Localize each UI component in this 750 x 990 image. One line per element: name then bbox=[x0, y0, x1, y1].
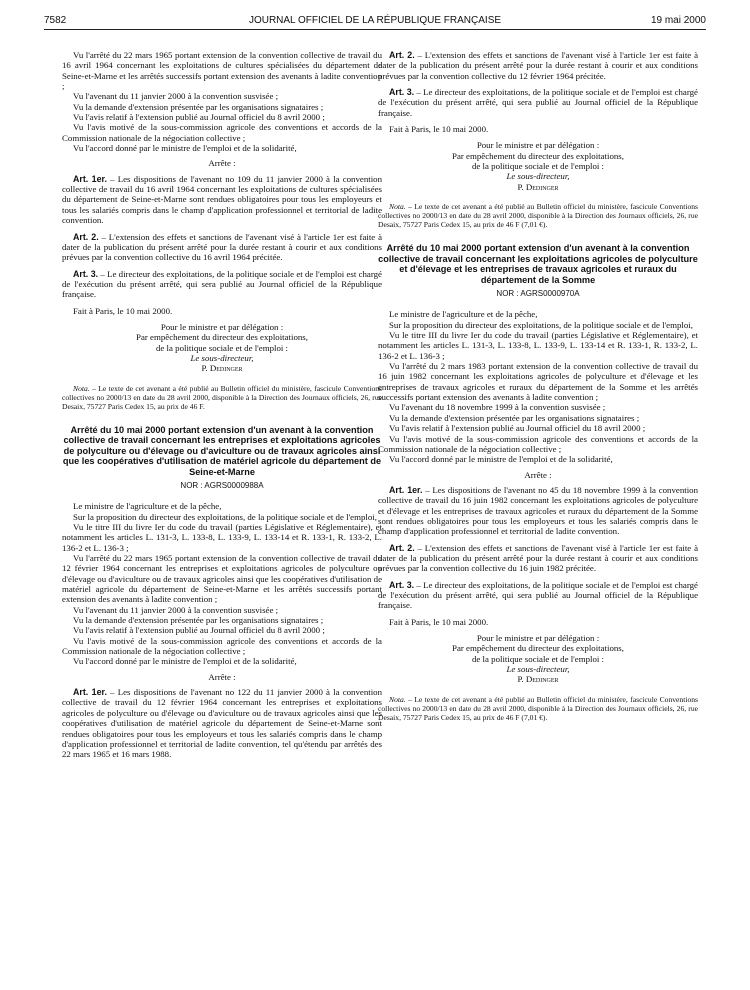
visa: Vu l'avenant du 11 janvier 2000 à la convention susvisée ; bbox=[73, 604, 279, 615]
article-text: – Les dispositions de l'avenant no 45 du 18 novembre 1999 à la convention collective de travail du 16 juin 1982 concernant les exploitations agricoles de polyculture et d'élevage et les entreprises de travaux agricoles et ruraux du département de la Somme sont rendues obligatoires pour tous les employeurs et tous les salariés compris dans le champ d'application professionnel et territorial de ladite convention. bbox=[378, 484, 698, 537]
signature-line: Par empêchement du directeur des exploitations, bbox=[452, 643, 624, 654]
left-column bbox=[62, 50, 382, 760]
signature-line: de la politique sociale et de l'emploi : bbox=[472, 653, 604, 664]
arrete-heading: Arrête : bbox=[208, 158, 236, 169]
article-label: Art. 3. bbox=[389, 579, 415, 590]
visa: Vu l'avis relatif à l'extension publié au Journal officiel du 8 avril 2000 ; bbox=[73, 625, 325, 636]
visa: Vu l'arrêté du 2 mars 1983 portant extension de la convention collective de travail du 16 juin 1982 concernant les exploitations agricoles de polyculture et d'élevage et les entreprises de travaux agricoles et ruraux du département de la Somme et les arrêtés successifs portant extension des avenants à ladite convention ; bbox=[378, 361, 698, 403]
nota-text: – Le texte de cet avenant a été publié au Bulletin officiel du ministère, fascicule Conventions collectives no 2000/13 en date du 28 avril 2000, disponible à la Direction des Journaux officiels, 26, rue Desaix, 75727 Paris Cedex 15, au prix de 46 F. bbox=[62, 383, 382, 411]
place-date: Fait à Paris, le 10 mai 2000. bbox=[389, 124, 489, 135]
signature-line: Par empêchement du directeur des exploitations, bbox=[452, 150, 624, 161]
article-label: Art. 2. bbox=[73, 231, 99, 242]
nota-text: – Le texte de cet avenant a été publié au Bulletin officiel du ministère, fascicule Conventions collectives no 2000/13 en date du 28 avril 2000, disponible à la Direction des Journaux officiels, 26, rue Desaix, 75727 Paris Cedex 15, au prix de 46 F (7,01 €). bbox=[378, 694, 698, 722]
article-text: – Le directeur des exploitations, de la politique sociale et de l'emploi est chargé de l'exécution du présent arrêté, qui sera publié au Journal officiel de la République française. bbox=[378, 87, 698, 118]
article-1 bbox=[62, 174, 382, 226]
visa: Sur la proposition du directeur des exploitations, de la politique sociale et de l'emploi, bbox=[73, 511, 377, 522]
nota bbox=[378, 202, 698, 229]
signature-line: de la politique sociale et de l'emploi : bbox=[156, 342, 288, 353]
article-text: – Le directeur des exploitations, de la politique sociale et de l'emploi est chargé de l'exécution du présent arrêté, qui sera publié au Journal officiel de la République française. bbox=[378, 579, 698, 611]
article-2 bbox=[378, 50, 698, 81]
visa: Le ministre de l'agriculture et de la pêche, bbox=[73, 501, 222, 512]
signatory-name: P. Dedinger bbox=[201, 363, 243, 374]
nota-label: Nota. bbox=[389, 202, 406, 212]
visa: Vu l'avis motivé de la sous-commission agricole des conventions et accords de la Commission nationale de la négociation collective ; bbox=[62, 635, 382, 657]
signature-line: Pour le ministre et par délégation : bbox=[476, 140, 600, 151]
article-1 bbox=[378, 485, 698, 537]
article-label: Art. 1er. bbox=[73, 173, 107, 184]
visa: Vu la demande d'extension présentée par les organisations signataires ; bbox=[389, 412, 640, 423]
signatory-name: P. Dedinger bbox=[517, 181, 559, 192]
article-label: Art. 1er. bbox=[389, 484, 423, 495]
nor-reference: NOR : AGRS0000970A bbox=[496, 289, 580, 299]
place-date: Fait à Paris, le 10 mai 2000. bbox=[389, 616, 489, 627]
visa: Vu l'accord donné par le ministre de l'emploi et de la solidarité, bbox=[73, 656, 297, 667]
visa: Vu l'avenant du 18 novembre 1999 à la convention susvisée ; bbox=[389, 402, 606, 413]
decree-title: Arrêté du 10 mai 2000 portant extension d'un avenant à la convention collective de travail concernant les exploitations agricoles de polyculture et d'élevage et les entreprises de travaux agricoles et ruraux du département de la Somme bbox=[378, 243, 698, 285]
article-label: Art. 2. bbox=[389, 542, 415, 553]
visa: Vu l'arrêté du 22 mars 1965 portant extension de la convention collective de travail du 16 avril 1964 concernant les exploitations de cultures spécialisées du département de Seine-et-Marne et les arrêtés successifs portant extension des avenants à ladite convention ; bbox=[62, 50, 382, 92]
visa: Sur la proposition du directeur des exploitations, de la politique sociale et de l'emploi, bbox=[389, 319, 693, 330]
nota-label: Nota. bbox=[73, 383, 90, 393]
visa: Vu la demande d'extension présentée par les organisations signataires ; bbox=[73, 101, 324, 112]
visa: Vu l'avis relatif à l'extension publié au Journal officiel du 8 avril 2000 ; bbox=[73, 112, 325, 123]
nota bbox=[62, 384, 382, 411]
signature-line: Pour le ministre et par délégation : bbox=[476, 633, 600, 643]
visa: Vu le titre III du livre Ier du code du travail (parties Législative et Réglementaire), et notamment les articles L. 131-3, L. 133-8, L. 133-9, L. 133-14 et R. 133-1, R. 133-2, L. 136-2 et L. 136-3 ; bbox=[62, 521, 382, 553]
visa: Vu l'accord donné par le ministre de l'emploi et de la solidarité, bbox=[389, 454, 613, 465]
visa: Vu l'accord donné par le ministre de l'emploi et de la solidarité, bbox=[73, 143, 297, 154]
visa: Vu l'arrêté du 22 mars 1965 portant extension de la convention collective de travail du 12 février 1964 concernant les entreprises et exploitations agricoles de polyculture ou d'élevage ou d'aviculture ou de travaux agricoles ainsi que les coopératives d'utilisation de matériel agricole du département de Seine-et-Marne et les arrêtés successifs portant extension des avenants à ladite convention ; bbox=[62, 553, 382, 605]
nota-text: – Le texte de cet avenant a été publié au Bulletin officiel du ministère, fascicule Conventions collectives no 2000/13 en date du 28 avril 2000, disponible à la Direction des Journaux officiels, 26, rue Desaix, 75727 Paris Cedex 15, au prix de 46 F (7,01 €). bbox=[378, 202, 698, 230]
visa: Vu l'avenant du 11 janvier 2000 à la convention susvisée ; bbox=[73, 91, 279, 102]
page-number: 7582 bbox=[44, 15, 67, 26]
article-label: Art. 1er. bbox=[73, 687, 107, 698]
signatory-name: P. Dedinger bbox=[517, 674, 559, 685]
article-text: – L'extension des effets et sanctions de l'avenant visé à l'article 1er est faite à dater de la publication du présent arrêté pour la durée restant à courir et aux conditions prévues par la convention collective du 16 avril 1964 précitée. bbox=[62, 231, 382, 263]
signature-title: Le sous-directeur, bbox=[190, 352, 254, 363]
arrete-heading: Arrête : bbox=[524, 469, 552, 480]
visa: Vu l'avis relatif à l'extension publié au Journal officiel du 18 avril 2000 ; bbox=[389, 423, 646, 434]
article-3 bbox=[378, 580, 698, 611]
article-label: Art. 3. bbox=[389, 87, 415, 98]
journal-title: JOURNAL OFFICIEL DE LA RÉPUBLIQUE FRANÇAISE bbox=[248, 15, 502, 26]
visa: Vu l'avis motivé de la sous-commission agricole des conventions et accords de la Commission nationale de la négociation collective ; bbox=[62, 122, 382, 143]
article-label: Art. 3. bbox=[73, 268, 99, 279]
right-column bbox=[378, 50, 698, 722]
article-2 bbox=[62, 232, 382, 263]
article-label: Art. 2. bbox=[389, 50, 415, 60]
article-text: – L'extension des effets et sanctions de l'avenant visé à l'article 1er est faite à dater de la publication du présent arrêté pour la durée restant à courir et aux conditions prévues par la convention collective du 16 juin 1982 précitée. bbox=[378, 542, 698, 574]
article-1 bbox=[62, 687, 382, 759]
article-3 bbox=[378, 87, 698, 118]
nota bbox=[378, 695, 698, 722]
page-header bbox=[44, 15, 706, 31]
visa: Vu le titre III du livre Ier du code du travail (parties Législative et Réglementaire), et notamment les articles L. 131-3, L. 133-8, L. 133-9, L. 133-14 et R. 133-1, R. 133-2, L. 136-2 et L. 136-3 ; bbox=[378, 330, 698, 361]
header-rule bbox=[44, 29, 706, 30]
signature-line: Pour le ministre et par délégation : bbox=[160, 321, 284, 332]
signature-title: Le sous-directeur, bbox=[506, 664, 570, 675]
visa: Vu l'avis motivé de la sous-commission agricole des conventions et accords de la Commission nationale de la négociation collective ; bbox=[378, 433, 698, 454]
visa: Vu la demande d'extension présentée par les organisations signataires ; bbox=[73, 615, 324, 626]
visa: Le ministre de l'agriculture et de la pêche, bbox=[389, 309, 538, 320]
issue-date: 19 mai 2000 bbox=[650, 15, 706, 26]
article-text: – L'extension des effets et sanctions de l'avenant visé à l'article 1er est faite à dater de la publication du présent arrêté pour la durée restant à courir et aux conditions prévues par la convention collective du 12 février 1964 précitée. bbox=[378, 50, 698, 81]
signature-title: Le sous-directeur, bbox=[506, 171, 570, 182]
nota-label: Nota. bbox=[389, 694, 406, 704]
signature-line: Par empêchement du directeur des exploitations, bbox=[136, 332, 308, 343]
article-text: – Le directeur des exploitations, de la politique sociale et de l'emploi est chargé de l'exécution du présent arrêté, qui sera publié au Journal officiel de la République française. bbox=[62, 268, 382, 300]
article-text: – Les dispositions de l'avenant no 109 du 11 janvier 2000 à la convention collective de travail du 16 avril 1964 concernant les exploitations de cultures spécialisées du département de Seine-et-Marne sont rendues obligatoires pour tous les employeurs et tous les salariés compris dans le champ d'application professionnel et territorial de ladite convention. bbox=[62, 173, 383, 226]
article-3 bbox=[62, 269, 382, 300]
arrete-heading: Arrête : bbox=[208, 671, 236, 682]
article-2 bbox=[378, 543, 698, 574]
nor-reference: NOR : AGRS0000988A bbox=[180, 480, 264, 490]
place-date: Fait à Paris, le 10 mai 2000. bbox=[73, 305, 173, 316]
article-text: – Les dispositions de l'avenant no 122 du 11 janvier 2000 à la convention collective de travail du 12 février 1964 concernant les entreprises et exploitations agricoles de polyculture ou d'élevage ou d'aviculture ou de travaux agricoles ainsi que les coopératives d'utilisation de matériel agricole du département de Seine-et-Marne sont rendues obligatoires pour tous les employeurs et tous les salariés compris dans le champ d'application professionnel et territorial de ladite convention, tel qu'étendu par arrêtés des 22 mars 1965 et 16 mars 1988. bbox=[62, 687, 383, 760]
signature-line: de la politique sociale et de l'emploi : bbox=[472, 161, 604, 172]
decree-title: Arrêté du 10 mai 2000 portant extension d'un avenant à la convention collective de travail concernant les entreprises et exploitations agricoles de polyculture ou d'élevage ou d'aviculture ou de travaux agricoles ainsi que les coopératives d'utilisation de matériel agricole du département de Seine-et-Marne bbox=[62, 424, 382, 477]
